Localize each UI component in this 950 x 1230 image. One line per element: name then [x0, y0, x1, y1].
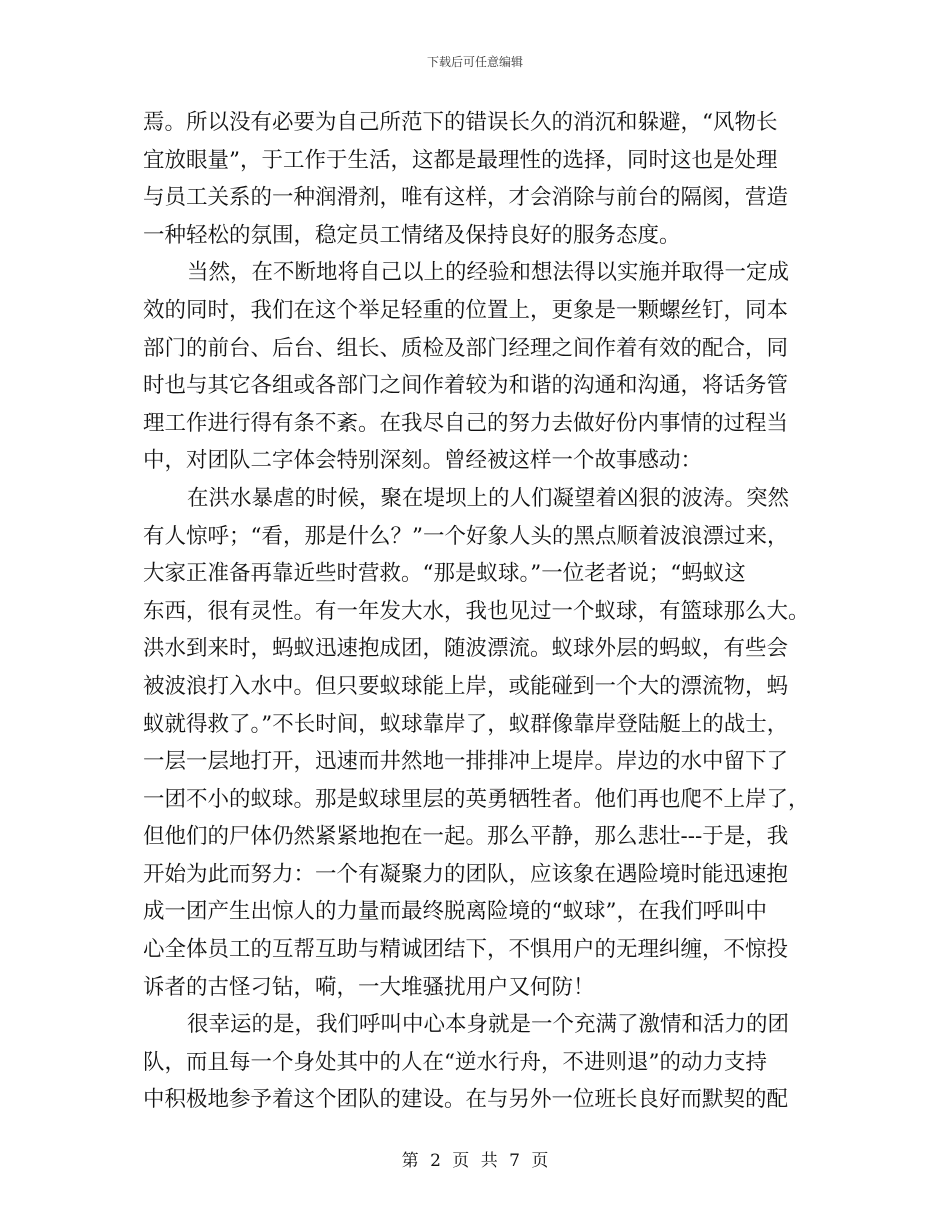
document-body: [143, 104, 810, 1119]
paragraph-start-line: 很幸运的是，我们呼叫中心本身就是一个充满了激情和活力的团: [187, 1012, 790, 1038]
text-line: 时也与其它各组或各部门之间作着较为和谐的沟通和沟通，将话务管: [143, 373, 789, 399]
text-line: 洪水到来时，蚂蚁迅速抱成团，随波漂流。蚁球外层的蚂蚁，有些会: [143, 636, 789, 662]
text-line: 一种轻松的氛围，稳定员工情绪及保持良好的服务态度。: [143, 222, 681, 248]
text-line: 但他们的尸体仍然紧紧地抱在一起。那么平静，那么悲壮---于是，我: [143, 824, 789, 850]
text-line: 大家正准备再靠近些时营救。“那是蚁球。”一位老者说；“蚂蚁这: [143, 561, 746, 587]
text-line: 与员工关系的一种润滑剂，唯有这样，才会消除与前台的隔阂，营造: [143, 185, 789, 211]
text-line: 效的同时，我们在这个举足轻重的位置上，更象是一颗螺丝钉，同本: [143, 297, 789, 323]
text-line: 心全体员工的互帮互助与精诚团结下，不惧用户的无理纠缠，不惊投: [143, 937, 789, 963]
text-line: 蚁就得救了。”不长时间，蚁球靠岸了，蚁群像靠岸登陆艇上的战士，: [143, 711, 789, 737]
text-line: 被波浪打入水中。但只要蚁球能上岸，或能碰到一个大的漂流物，蚂: [143, 673, 789, 699]
text-line: 部门的前台、后台、组长、质检及部门经理之间作着有效的配合，同: [143, 335, 789, 361]
text-line: 一层一层地打开，迅速而井然地一排排冲上堤岸。岸边的水中留下了: [143, 749, 789, 775]
text-line: 诉者的古怪刁钻，嗬，一大堆骚扰用户又何防！: [143, 974, 595, 1000]
text-line: 理工作进行得有条不紊。在我尽自己的努力去做好份内事情的过程当: [143, 410, 789, 436]
text-line: 东西，很有灵性。有一年发大水，我也见过一个蚁球，有篮球那么大。: [143, 598, 810, 624]
text-line: 中积极地参予着这个团队的建设。在与另外一位班长良好而默契的配: [143, 1087, 789, 1113]
text-line: 开始为此而努力：一个有凝聚力的团队，应该象在遇险境时能迅速抱: [143, 861, 789, 887]
paragraph-start-line: 在洪水暴虐的时候，聚在堤坝上的人们凝望着凶狠的波涛。突然: [187, 485, 790, 511]
text-line: 中，对团队二字体会特别深刻。曾经被这样一个故事感动：: [143, 448, 703, 474]
paragraph-start-line: 当然，在不断地将自己以上的经验和想法得以实施并取得一定成: [187, 260, 790, 286]
text-line: 宜放眼量”，于工作于生活，这都是最理性的选择，同时这也是处理: [143, 147, 778, 173]
text-line: 焉。所以没有必要为自己所范下的错误长久的消沉和躲避，“风物长: [143, 110, 778, 135]
page-footer: 第 2 页 共 7 页: [401, 1151, 549, 1171]
text-line: 一团不小的蚁球。那是蚁球里层的英勇牺牲者。他们再也爬不上岸了，: [143, 786, 810, 812]
text-line: 队，而且每一个身处其中的人在“逆水行舟，不进则退”的动力支持: [143, 1049, 767, 1075]
text-line: 有人惊呼；“看，那是什么？”一个好象人头的黑点顺着波浪漂过来，: [143, 523, 789, 549]
page-header: 下载后可任意编辑: [426, 55, 523, 69]
text-line: 成一团产生出惊人的力量而最终脱离险境的“蚁球”，在我们呼叫中: [143, 899, 767, 925]
